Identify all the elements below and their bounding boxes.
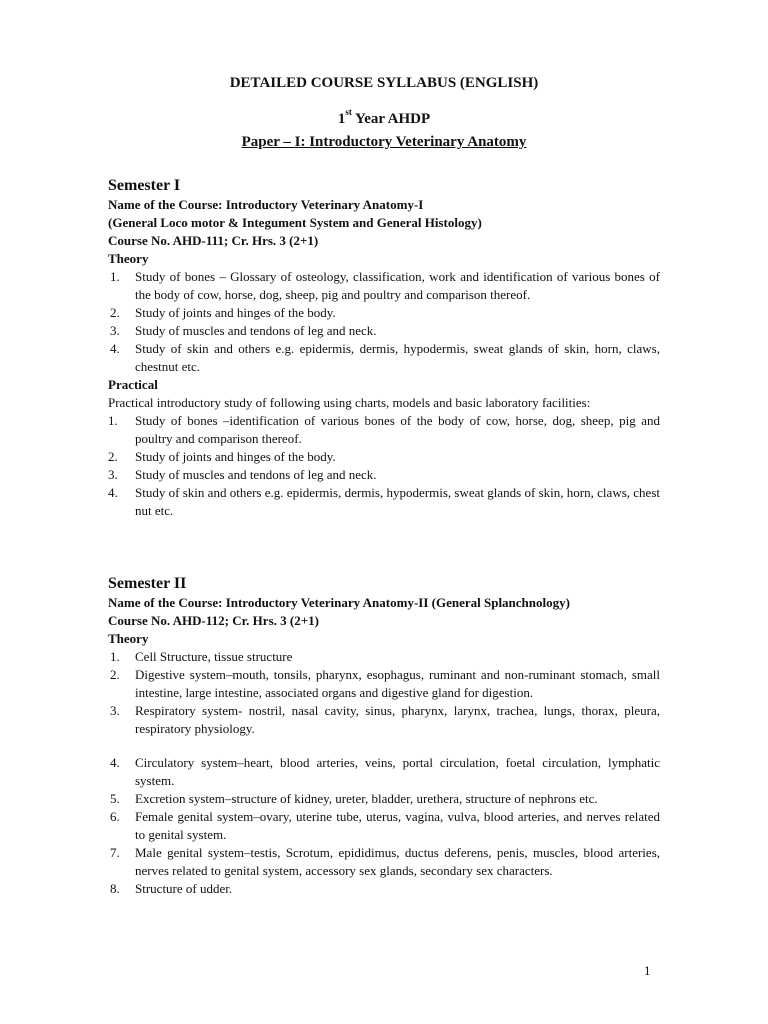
semester-1-practical-intro: Practical introductory study of following using charts, models and basic laboratory facilities: — [108, 395, 591, 410]
semester-2-heading: Semester II — [108, 575, 187, 592]
year-suffix: st — [345, 107, 352, 117]
year-text: Year AHDP — [351, 111, 431, 127]
list-item: 1. Study of bones –identification of various bones of the body of cow, horse, dog, sheep, pig and poultry and comparison thereof. — [108, 413, 660, 446]
semester-2-course-name: Name of the Course: Introductory Veterinary Anatomy-II (General Splanchnology) — [108, 595, 570, 610]
semester-1-heading: Semester I — [108, 177, 181, 194]
list-item: 4. Study of skin and others e.g. epidermis, dermis, hypodermis, sweat glands of skin, horn, claws, chest nut etc. — [108, 485, 660, 518]
paper-heading: Paper – I: Introductory Veterinary Anatomy — [241, 134, 527, 150]
semester-1-practical-list — [108, 412, 660, 520]
semester-1-theory-heading: Theory — [108, 251, 149, 266]
list-item: 6. Female genital system–ovary, uterine tube, uterus, vagina, vulva, blood arteries, and nerves related to genital system. — [110, 809, 660, 842]
semester-2-section — [108, 574, 660, 898]
semester-1-course-sub: (General Loco motor & Integument System and General Histology) — [108, 215, 482, 230]
semester-2-theory-list-b — [108, 754, 660, 898]
list-item: 3. Study of muscles and tendons of leg and neck. — [108, 467, 377, 482]
list-item: 4. Circulatory system–heart, blood arteries, veins, portal circulation, foetal circulation, lymphatic system. — [110, 755, 660, 788]
semester-1-course-name: Name of the Course: Introductory Veterinary Anatomy-I — [108, 197, 424, 212]
list-item: 4. Study of skin and others e.g. epidermis, dermis, hypodermis, sweat glands of skin, horn, claws, chestnut etc. — [110, 341, 660, 374]
list-item: 1. Study of bones – Glossary of osteology, classification, work and identification of various bones of the body of cow, horse, dog, sheep, pig and poultry and comparison thereof. — [110, 269, 660, 302]
semester-2-course-no: Course No. AHD-112; Cr. Hrs. 3 (2+1) — [108, 613, 319, 628]
list-item: 2. Digestive system–mouth, tonsils, pharynx, esophagus, ruminant and non-ruminant stomach, small intestine, large intestine, associated organs and digestive gland for digestion. — [110, 667, 660, 700]
list-spacer — [108, 738, 660, 754]
semester-1-course-no: Course No. AHD-111; Cr. Hrs. 3 (2+1) — [108, 233, 319, 248]
list-item: 7. Male genital system–testis, Scrotum, epididimus, ductus deferens, penis, muscles, blood arteries, nerves related to genital system, accessory sex glands, secondary sex characters. — [110, 845, 660, 878]
list-item: 3. Study of muscles and tendons of leg and neck. — [110, 323, 377, 338]
year-heading — [0, 107, 768, 128]
semester-1-section — [108, 176, 660, 520]
list-item: 2. Study of joints and hinges of the body. — [108, 449, 336, 464]
document-title: DETAILED COURSE SYLLABUS (ENGLISH) — [229, 75, 539, 91]
list-item: 1. Cell Structure, tissue structure — [110, 649, 293, 664]
semester-2-theory-heading: Theory — [108, 631, 149, 646]
list-item: 8. Structure of udder. — [110, 881, 233, 896]
semester-2-theory-list-a — [108, 648, 660, 738]
page-number: 1 — [644, 963, 651, 978]
semester-1-theory-list — [108, 268, 660, 376]
semester-1-practical-heading: Practical — [108, 377, 158, 392]
year-number: 1 — [337, 111, 346, 127]
list-item: 5. Excretion system–structure of kidney, ureter, bladder, urethera, structure of nephrons etc. — [110, 791, 598, 806]
list-item: 3. Respiratory system- nostril, nasal cavity, sinus, pharynx, larynx, trachea, lungs, thorax, pleura, respiratory physiology. — [110, 703, 660, 736]
list-item: 2. Study of joints and hinges of the body. — [110, 305, 336, 320]
